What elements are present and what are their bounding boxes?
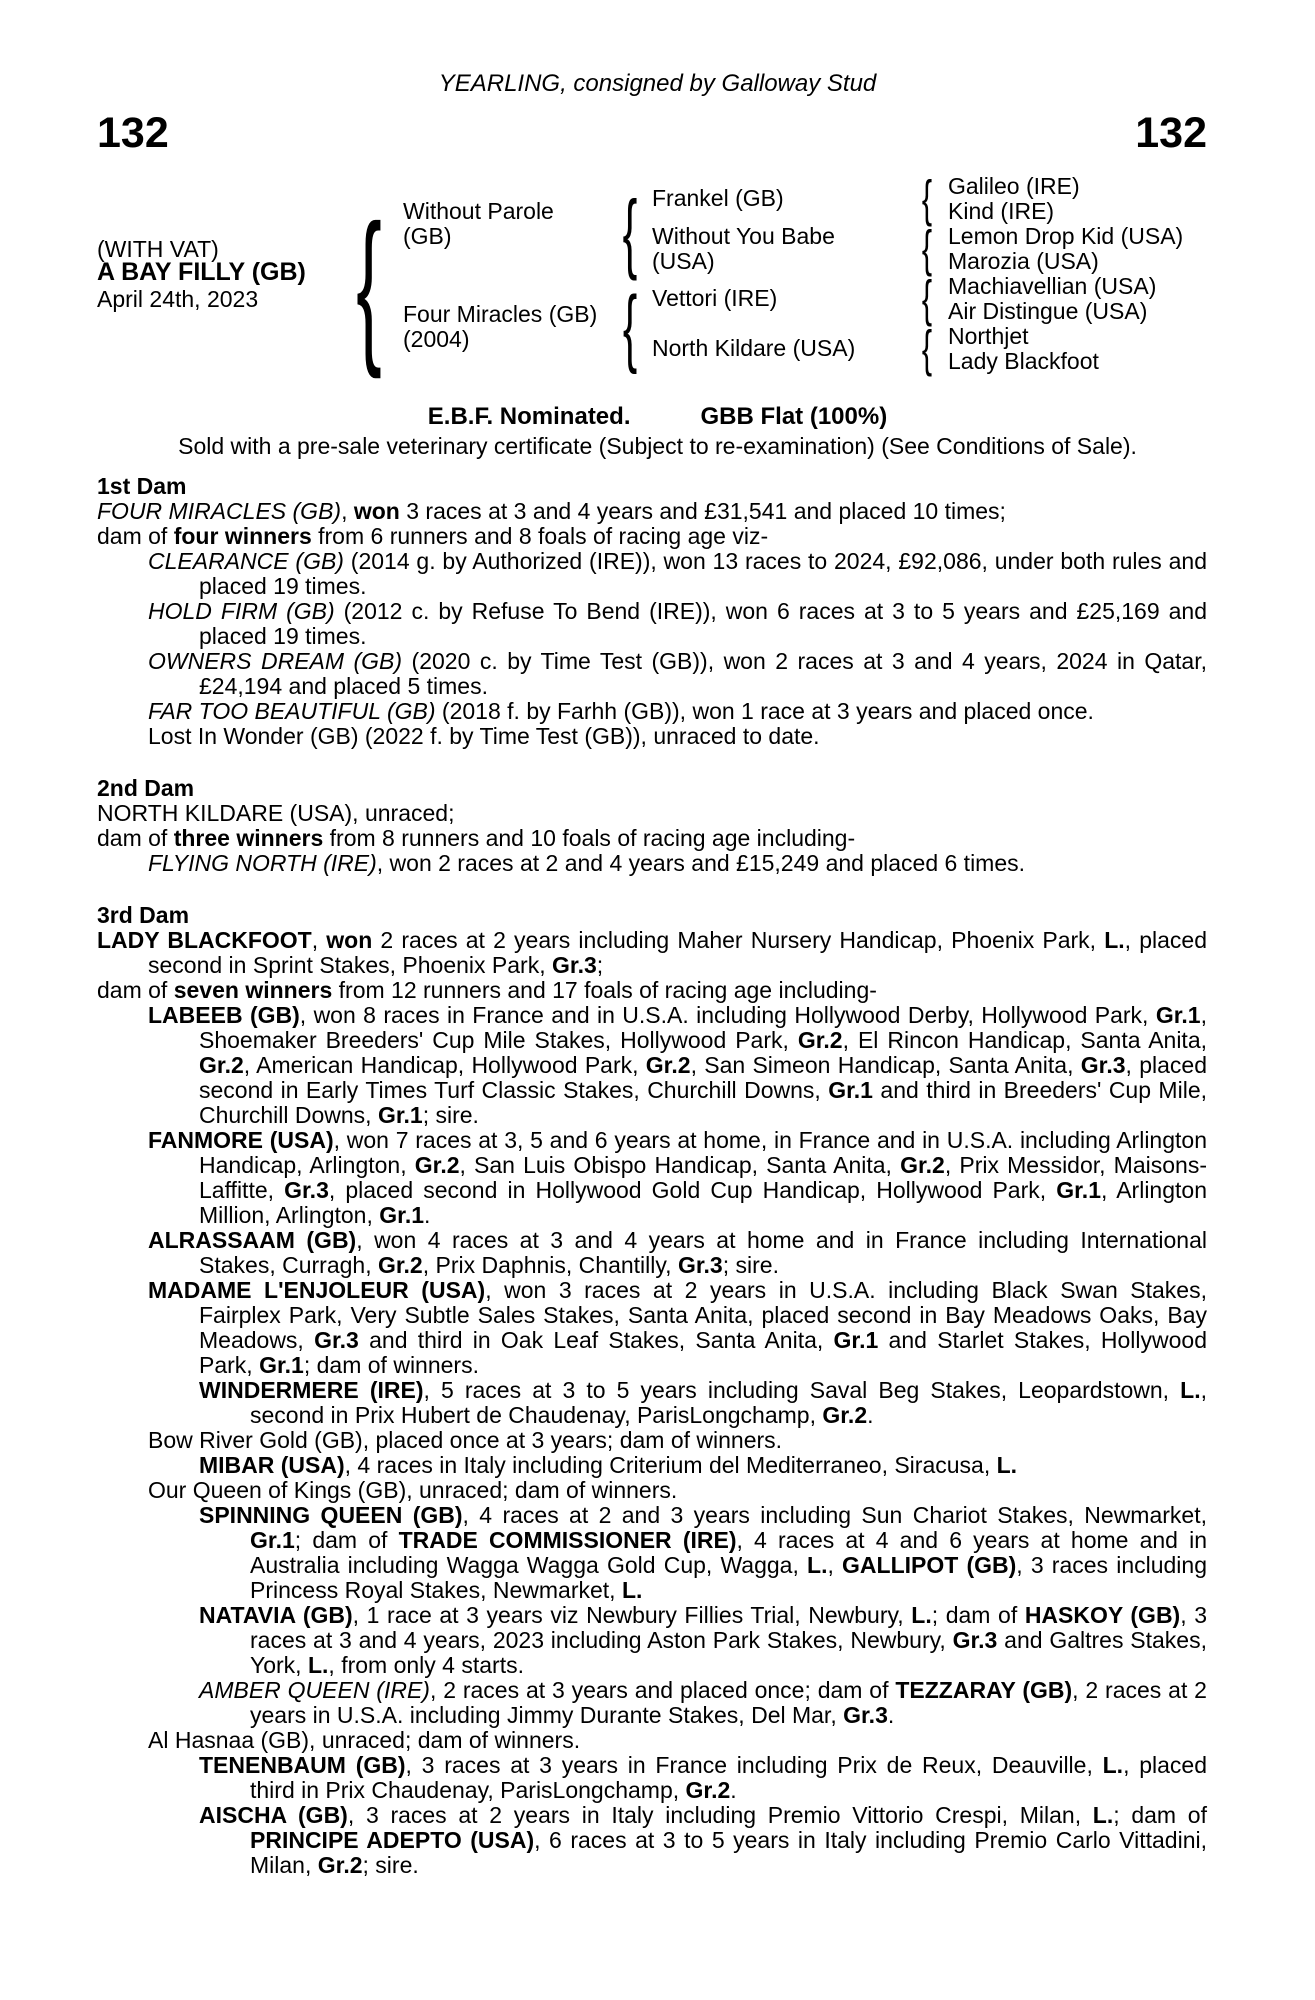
- page-title: YEARLING, consigned by Galloway Stud: [438, 70, 877, 97]
- great-grandparent-name: Galileo (IRE): [948, 173, 1080, 199]
- pedigree-paragraph: AMBER QUEEN (IRE), 2 races at 3 years and placed once; dam of TEZZARAY (GB), 2 races at 2 years in U.S.A. including Jimmy Durante Stakes, Del Mar, Gr.3.: [199, 1677, 1207, 1728]
- dam-dam-name: North Kildare (USA): [652, 335, 856, 361]
- vet-certificate-note: Sold with a pre-sale veterinary certificate (Subject to re-examination) (See Conditions of Sale).: [178, 433, 1137, 459]
- pedigree-brace-icon: {: [921, 219, 933, 277]
- lot-number-left: 132: [97, 109, 169, 157]
- section-heading: 3rd Dam: [97, 902, 190, 928]
- pedigree-paragraph: WINDERMERE (IRE), 5 races at 3 to 5 years including Saval Beg Stakes, Leopardstown, L., second in Prix Hubert de Chaudenay, ParisLongchamp, Gr.2.: [199, 1377, 1207, 1428]
- great-grandparent-name: Machiavellian (USA): [948, 273, 1157, 299]
- pedigree-paragraph: Lost In Wonder (GB) (2022 f. by Time Test (GB)), unraced to date.: [148, 723, 820, 749]
- pedigree-paragraph: FANMORE (USA), won 7 races at 3, 5 and 6 years at home, in France and in U.S.A. including Arlington Handicap, Arlington, Gr.2, San Luis Obispo Handicap, Santa Anita, Gr.2, Prix Messidor, Maisons-Laffitte, Gr.3, placed second in Hollywood Gold Cup Handicap, Hollywood Park, Gr.1, Arlington Million, Arlington, Gr.1.: [148, 1127, 1207, 1228]
- pedigree-brace-icon: {: [356, 190, 382, 380]
- ebf-note: E.B.F. Nominated.: [427, 403, 631, 430]
- pedigree-paragraph: FAR TOO BEAUTIFUL (GB) (2018 f. by Farhh (GB)), won 1 race at 3 years and placed once.: [148, 698, 1094, 724]
- pedigree-paragraph: CLEARANCE (GB) (2014 g. by Authorized (IRE)), won 13 races to 2024, £92,086, under both rules and placed 19 times.: [148, 548, 1207, 599]
- great-grandparent-name: Marozia (USA): [948, 248, 1099, 274]
- dam-name-line2: (2004): [403, 326, 470, 352]
- pedigree-paragraph: Our Queen of Kings (GB), unraced; dam of winners.: [148, 1477, 678, 1503]
- pedigree-paragraph: NATAVIA (GB), 1 race at 3 years viz Newbury Fillies Trial, Newbury, L.; dam of HASKOY (GB), 3 races at 3 and 4 years, 2023 including Aston Park Stakes, Newbury, Gr.3 and Galtres Stakes, York, L., from only 4 starts.: [199, 1602, 1207, 1678]
- subject-name: A BAY FILLY (GB): [97, 258, 306, 286]
- pedigree-brace-icon: {: [921, 169, 933, 227]
- pedigree-paragraph: FLYING NORTH (IRE), won 2 races at 2 and 4 years and £15,249 and placed 6 times.: [148, 850, 1026, 876]
- pedigree-paragraph: LADY BLACKFOOT, won 2 races at 2 years including Maher Nursery Handicap, Phoenix Park, L., placed second in Sprint Stakes, Phoenix Park, Gr.3;: [97, 927, 1207, 978]
- great-grandparent-name: Lady Blackfoot: [948, 348, 1099, 374]
- sire-dam-name-line2: (USA): [652, 248, 715, 274]
- pedigree-paragraph: AISCHA (GB), 3 races at 2 years in Italy including Premio Vittorio Crespi, Milan, L.; dam of PRINCIPE ADEPTO (USA), 6 races at 3 to 5 years in Italy including Premio Carlo Vittadini, Milan, Gr.2; sire.: [199, 1802, 1207, 1878]
- nomination-row: [0, 403, 1315, 431]
- pedigree-paragraph: Bow River Gold (GB), placed once at 3 years; dam of winners.: [148, 1427, 783, 1453]
- subject-vat-note: (WITH VAT): [97, 236, 219, 262]
- pedigree-paragraph: dam of three winners from 8 runners and 10 foals of racing age including-: [97, 825, 856, 851]
- pedigree-paragraph: HOLD FIRM (GB) (2012 c. by Refuse To Bend (IRE)), won 6 races at 3 to 5 years and £25,169 and placed 19 times.: [148, 598, 1207, 649]
- subject-foal-date: April 24th, 2023: [97, 286, 259, 312]
- pedigree-paragraph: NORTH KILDARE (USA), unraced;: [97, 800, 455, 826]
- pedigree-brace-icon: {: [921, 319, 933, 377]
- sire-sire-name: Frankel (GB): [652, 185, 784, 211]
- section-heading: 2nd Dam: [97, 775, 195, 801]
- great-grandparent-name: Air Distingue (USA): [948, 298, 1148, 324]
- pedigree-brace-icon: {: [921, 269, 933, 327]
- pedigree-paragraph: MADAME L'ENJOLEUR (USA), won 3 races at 2 years in U.S.A. including Black Swan Stakes, Fairplex Park, Very Subtle Sales Stakes, Santa Anita, placed second in Bay Meadows Oaks, Bay Meadows, Gr.3 and third in Oak Leaf Stakes, Santa Anita, Gr.1 and Starlet Stakes, Hollywood Park, Gr.1; dam of winners.: [148, 1277, 1207, 1378]
- pedigree-brace-icon: {: [622, 182, 638, 281]
- sire-name-line1: Without Parole: [403, 198, 554, 224]
- pedigree-paragraph: MIBAR (USA), 4 races in Italy including Criterium del Mediterraneo, Siracusa, L.: [199, 1452, 1018, 1478]
- pedigree-brace-icon: {: [622, 279, 638, 375]
- dam-name-line1: Four Miracles (GB): [403, 301, 598, 327]
- pedigree-text: [97, 474, 1207, 1878]
- pedigree-paragraph: dam of four winners from 6 runners and 8 foals of racing age viz-: [97, 523, 769, 549]
- pedigree-paragraph: FOUR MIRACLES (GB), won 3 races at 3 and 4 years and £31,541 and placed 10 times;: [97, 498, 1006, 524]
- pedigree-paragraph: TENENBAUM (GB), 3 races at 3 years in France including Prix de Reux, Deauville, L., placed third in Prix Chaudenay, ParisLongchamp, Gr.2.: [199, 1752, 1207, 1803]
- great-grandparent-name: Kind (IRE): [948, 198, 1055, 224]
- lot-number-right: 132: [1135, 109, 1207, 157]
- pedigree-paragraph: dam of seven winners from 12 runners and 17 foals of racing age including-: [97, 977, 877, 1003]
- gbb-note: GBB Flat (100%): [700, 403, 888, 430]
- great-grandparent-name: Lemon Drop Kid (USA): [948, 223, 1184, 249]
- pedigree-paragraph: Al Hasnaa (GB), unraced; dam of winners.: [148, 1727, 581, 1753]
- sire-name-line2: (GB): [403, 223, 452, 249]
- great-grandparent-name: Northjet: [948, 323, 1029, 349]
- pedigree-paragraph: SPINNING QUEEN (GB), 4 races at 2 and 3 years including Sun Chariot Stakes, Newmarket, Gr.1; dam of TRADE COMMISSIONER (IRE), 4 races at 4 and 6 years at home and in Australia including Wagga Wagga Gold Cup, Wagga, L., GALLIPOT (GB), 3 races including Princess Royal Stakes, Newmarket, L.: [199, 1502, 1208, 1603]
- dam-sire-name: Vettori (IRE): [652, 285, 778, 311]
- pedigree-paragraph: OWNERS DREAM (GB) (2020 c. by Time Test (GB)), won 2 races at 3 and 4 years, 2024 in Qatar, £24,194 and placed 5 times.: [148, 648, 1208, 699]
- pedigree-paragraph: ALRASSAAM (GB), won 4 races at 3 and 4 years at home and in France including International Stakes, Curragh, Gr.2, Prix Daphnis, Chantilly, Gr.3; sire.: [148, 1227, 1207, 1278]
- sire-dam-name-line1: Without You Babe: [652, 223, 835, 249]
- section-heading: 1st Dam: [97, 473, 187, 499]
- pedigree-paragraph: LABEEB (GB), won 8 races in France and in U.S.A. including Hollywood Derby, Hollywood Park, Gr.1, Shoemaker Breeders' Cup Mile Stakes, Hollywood Park, Gr.2, El Rincon Handicap, Santa Anita, Gr.2, American Handicap, Hollywood Park, Gr.2, San Simeon Handicap, Santa Anita, Gr.3, placed second in Early Times Turf Classic Stakes, Churchill Downs, Gr.1 and third in Breeders' Cup Mile, Churchill Downs, Gr.1; sire.: [148, 1002, 1208, 1128]
